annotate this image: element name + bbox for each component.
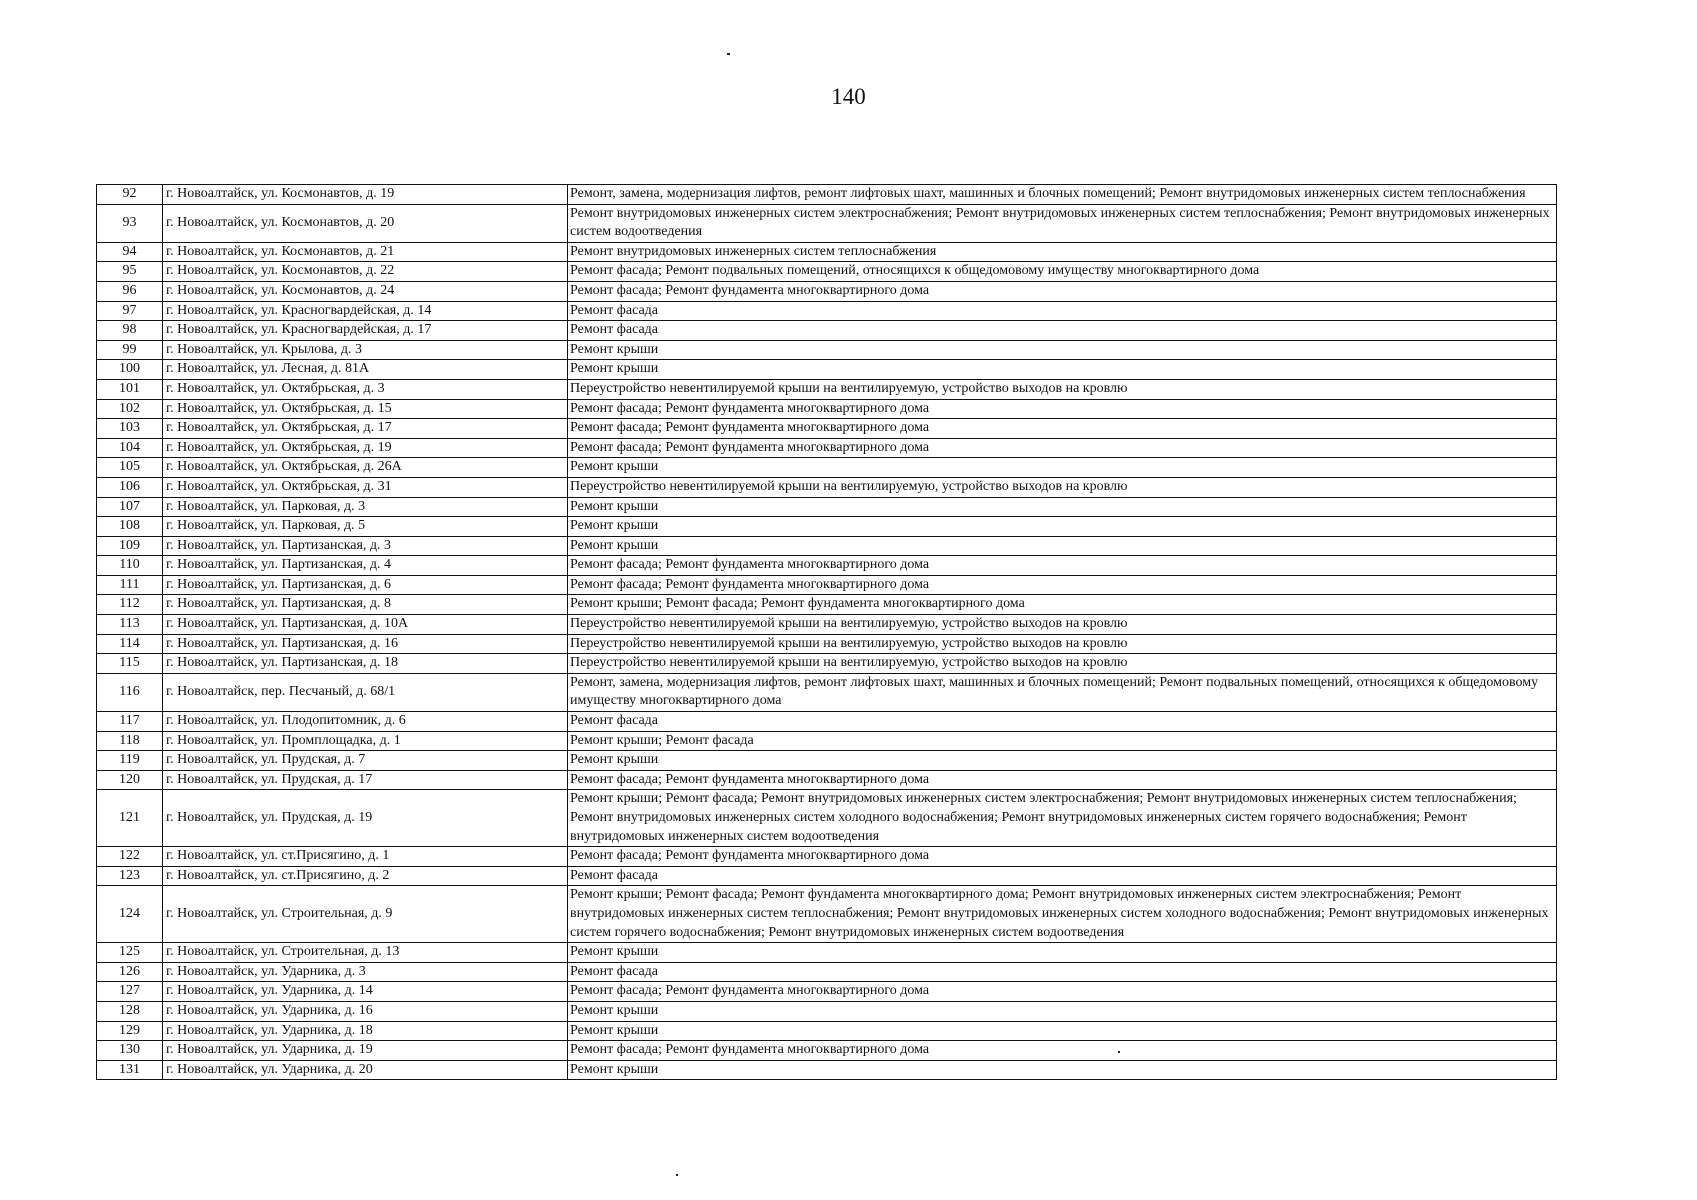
table-row — [97, 321, 1557, 341]
row-number-cell: 117 — [97, 712, 163, 732]
table-row — [97, 595, 1557, 615]
works-cell: Ремонт внутридомовых инженерных систем электроснабжения; Ремонт внутридомовых инженерных систем теплоснабжения; Ремонт внутридомовых инженерных систем водоотведения — [568, 204, 1557, 242]
table-row — [97, 556, 1557, 576]
scan-speck — [1118, 1051, 1120, 1053]
table-row — [97, 517, 1557, 537]
address-cell: г. Новоалтайск, ул. Партизанская, д. 3 — [163, 536, 568, 556]
address-cell: г. Новоалтайск, ул. Октябрьская, д. 26А — [163, 458, 568, 478]
works-cell: Ремонт крыши — [568, 360, 1557, 380]
row-number-cell: 95 — [97, 262, 163, 282]
address-cell: г. Новоалтайск, ул. Промплощадка, д. 1 — [163, 731, 568, 751]
table-row — [97, 790, 1557, 847]
repair-table — [96, 184, 1557, 1080]
works-cell: Ремонт фасада; Ремонт фундамента многоквартирного дома — [568, 556, 1557, 576]
works-cell: Ремонт крыши — [568, 497, 1557, 517]
repair-table-body — [97, 185, 1557, 1080]
table-row — [97, 615, 1557, 635]
row-number-cell: 93 — [97, 204, 163, 242]
row-number-cell: 113 — [97, 615, 163, 635]
table-row — [97, 458, 1557, 478]
table-row — [97, 982, 1557, 1002]
address-cell: г. Новоалтайск, ул. Прудская, д. 19 — [163, 790, 568, 847]
works-cell: Переустройство невентилируемой крыши на вентилируемую, устройство выходов на кровлю — [568, 615, 1557, 635]
row-number-cell: 119 — [97, 751, 163, 771]
address-cell: г. Новоалтайск, ул. Крылова, д. 3 — [163, 340, 568, 360]
table-row — [97, 262, 1557, 282]
row-number-cell: 94 — [97, 242, 163, 262]
address-cell: г. Новоалтайск, ул. Космонавтов, д. 24 — [163, 281, 568, 301]
address-cell: г. Новоалтайск, ул. Ударника, д. 18 — [163, 1021, 568, 1041]
works-cell: Ремонт крыши; Ремонт фасада; Ремонт фундамента многоквартирного дома; Ремонт внутридомовых инженерных систем электроснабжения; Ремонт внутридомовых инженерных систем теплоснабжения; Ремонт внутридомовых инженерных систем холодного водоснабжения; Ремонт внутридомовых инженерных систем горячего водоснабжения; Ремонт внутридомовых инженерных систем водоотведения — [568, 886, 1557, 943]
address-cell: г. Новоалтайск, ул. Октябрьская, д. 19 — [163, 438, 568, 458]
works-cell: Ремонт крыши — [568, 751, 1557, 771]
address-cell: г. Новоалтайск, ул. ст.Присягино, д. 2 — [163, 866, 568, 886]
works-cell: Ремонт фасада; Ремонт фундамента многоквартирного дома — [568, 982, 1557, 1002]
address-cell: г. Новоалтайск, ул. Космонавтов, д. 19 — [163, 185, 568, 205]
works-cell: Ремонт крыши — [568, 458, 1557, 478]
address-cell: г. Новоалтайск, ул. Космонавтов, д. 21 — [163, 242, 568, 262]
row-number-cell: 129 — [97, 1021, 163, 1041]
row-number-cell: 124 — [97, 886, 163, 943]
address-cell: г. Новоалтайск, ул. Ударника, д. 3 — [163, 962, 568, 982]
works-cell: Ремонт крыши; Ремонт фасада; Ремонт внутридомовых инженерных систем электроснабжения; Ремонт внутридомовых инженерных систем теплоснабжения; Ремонт внутридомовых инженерных систем холодного водоснабжения; Ремонт внутридомовых инженерных систем горячего водоснабжения; Ремонт внутридомовых инженерных систем водоотведения — [568, 790, 1557, 847]
works-cell: Ремонт крыши — [568, 340, 1557, 360]
row-number-cell: 118 — [97, 731, 163, 751]
row-number-cell: 105 — [97, 458, 163, 478]
row-number-cell: 107 — [97, 497, 163, 517]
table-row — [97, 301, 1557, 321]
address-cell: г. Новоалтайск, ул. Строительная, д. 9 — [163, 886, 568, 943]
works-cell: Ремонт фасада; Ремонт фундамента многоквартирного дома — [568, 419, 1557, 439]
row-number-cell: 98 — [97, 321, 163, 341]
address-cell: г. Новоалтайск, ул. Партизанская, д. 6 — [163, 575, 568, 595]
works-cell: Переустройство невентилируемой крыши на вентилируемую, устройство выходов на кровлю — [568, 477, 1557, 497]
table-row — [97, 536, 1557, 556]
row-number-cell: 111 — [97, 575, 163, 595]
row-number-cell: 101 — [97, 379, 163, 399]
works-cell: Ремонт внутридомовых инженерных систем теплоснабжения — [568, 242, 1557, 262]
address-cell: г. Новоалтайск, ул. Партизанская, д. 10А — [163, 615, 568, 635]
row-number-cell: 108 — [97, 517, 163, 537]
works-cell: Ремонт, замена, модернизация лифтов, ремонт лифтовых шахт, машинных и блочных помещений; Ремонт подвальных помещений, относящихся к общедомовому имуществу многоквартирного дома — [568, 673, 1557, 711]
works-cell: Ремонт фасада — [568, 301, 1557, 321]
table-row — [97, 673, 1557, 711]
table-row — [97, 943, 1557, 963]
table-row — [97, 242, 1557, 262]
address-cell: г. Новоалтайск, ул. Партизанская, д. 8 — [163, 595, 568, 615]
table-row — [97, 1001, 1557, 1021]
table-row — [97, 379, 1557, 399]
address-cell: г. Новоалтайск, ул. Красногвардейская, д. 17 — [163, 321, 568, 341]
row-number-cell: 123 — [97, 866, 163, 886]
row-number-cell: 115 — [97, 654, 163, 674]
works-cell: Ремонт фасада; Ремонт фундамента многоквартирного дома — [568, 399, 1557, 419]
table-row — [97, 847, 1557, 867]
address-cell: г. Новоалтайск, ул. Октябрьская, д. 3 — [163, 379, 568, 399]
address-cell: г. Новоалтайск, ул. Партизанская, д. 16 — [163, 634, 568, 654]
table-row — [97, 204, 1557, 242]
row-number-cell: 125 — [97, 943, 163, 963]
row-number-cell: 109 — [97, 536, 163, 556]
table-row — [97, 419, 1557, 439]
table-row — [97, 634, 1557, 654]
row-number-cell: 122 — [97, 847, 163, 867]
table-row — [97, 962, 1557, 982]
works-cell: Ремонт, замена, модернизация лифтов, ремонт лифтовых шахт, машинных и блочных помещений; Ремонт внутридомовых инженерных систем теплоснабжения — [568, 185, 1557, 205]
table-row — [97, 185, 1557, 205]
works-cell: Ремонт фасада; Ремонт подвальных помещений, относящихся к общедомовому имуществу многоквартирного дома — [568, 262, 1557, 282]
address-cell: г. Новоалтайск, ул. Строительная, д. 13 — [163, 943, 568, 963]
works-cell: Ремонт крыши — [568, 943, 1557, 963]
row-number-cell: 99 — [97, 340, 163, 360]
table-row — [97, 770, 1557, 790]
row-number-cell: 127 — [97, 982, 163, 1002]
table-row — [97, 575, 1557, 595]
table-row — [97, 360, 1557, 380]
works-cell: Ремонт крыши; Ремонт фасада — [568, 731, 1557, 751]
row-number-cell: 92 — [97, 185, 163, 205]
table-row — [97, 281, 1557, 301]
table-row — [97, 1060, 1557, 1080]
works-cell: Ремонт крыши — [568, 1060, 1557, 1080]
table-row — [97, 477, 1557, 497]
row-number-cell: 116 — [97, 673, 163, 711]
row-number-cell: 97 — [97, 301, 163, 321]
row-number-cell: 114 — [97, 634, 163, 654]
address-cell: г. Новоалтайск, пер. Песчаный, д. 68/1 — [163, 673, 568, 711]
address-cell: г. Новоалтайск, ул. Красногвардейская, д. 14 — [163, 301, 568, 321]
works-cell: Ремонт фасада; Ремонт фундамента многоквартирного дома — [568, 847, 1557, 867]
works-cell: Ремонт фасада; Ремонт фундамента многоквартирного дома — [568, 281, 1557, 301]
row-number-cell: 103 — [97, 419, 163, 439]
table-row — [97, 399, 1557, 419]
address-cell: г. Новоалтайск, ул. ст.Присягино, д. 1 — [163, 847, 568, 867]
row-number-cell: 120 — [97, 770, 163, 790]
address-cell: г. Новоалтайск, ул. Прудская, д. 7 — [163, 751, 568, 771]
works-cell: Ремонт фасада — [568, 321, 1557, 341]
row-number-cell: 96 — [97, 281, 163, 301]
table-row — [97, 497, 1557, 517]
row-number-cell: 106 — [97, 477, 163, 497]
address-cell: г. Новоалтайск, ул. Партизанская, д. 4 — [163, 556, 568, 576]
address-cell: г. Новоалтайск, ул. Плодопитомник, д. 6 — [163, 712, 568, 732]
table-row — [97, 731, 1557, 751]
works-cell: Переустройство невентилируемой крыши на вентилируемую, устройство выходов на кровлю — [568, 634, 1557, 654]
address-cell: г. Новоалтайск, ул. Октябрьская, д. 15 — [163, 399, 568, 419]
table-row — [97, 1021, 1557, 1041]
row-number-cell: 130 — [97, 1041, 163, 1061]
address-cell: г. Новоалтайск, ул. Парковая, д. 5 — [163, 517, 568, 537]
scan-speck — [676, 1174, 678, 1176]
works-cell: Ремонт крыши — [568, 1021, 1557, 1041]
address-cell: г. Новоалтайск, ул. Прудская, д. 17 — [163, 770, 568, 790]
works-cell: Ремонт фасада — [568, 866, 1557, 886]
works-cell: Ремонт фасада; Ремонт фундамента многоквартирного дома — [568, 438, 1557, 458]
address-cell: г. Новоалтайск, ул. Ударника, д. 16 — [163, 1001, 568, 1021]
works-cell: Ремонт фасада; Ремонт фундамента многоквартирного дома — [568, 770, 1557, 790]
table-row — [97, 654, 1557, 674]
table-row — [97, 438, 1557, 458]
address-cell: г. Новоалтайск, ул. Ударника, д. 19 — [163, 1041, 568, 1061]
address-cell: г. Новоалтайск, ул. Октябрьская, д. 17 — [163, 419, 568, 439]
address-cell: г. Новоалтайск, ул. Космонавтов, д. 20 — [163, 204, 568, 242]
table-row — [97, 712, 1557, 732]
scan-speck — [727, 53, 730, 55]
table-row — [97, 340, 1557, 360]
row-number-cell: 121 — [97, 790, 163, 847]
table-row — [97, 886, 1557, 943]
address-cell: г. Новоалтайск, ул. Лесная, д. 81А — [163, 360, 568, 380]
works-cell: Ремонт крыши — [568, 517, 1557, 537]
works-cell: Ремонт фасада — [568, 962, 1557, 982]
works-cell: Ремонт крыши; Ремонт фасада; Ремонт фундамента многоквартирного дома — [568, 595, 1557, 615]
page-number: 140 — [831, 84, 866, 109]
works-cell: Ремонт крыши — [568, 536, 1557, 556]
row-number-cell: 128 — [97, 1001, 163, 1021]
address-cell: г. Новоалтайск, ул. Парковая, д. 3 — [163, 497, 568, 517]
address-cell: г. Новоалтайск, ул. Космонавтов, д. 22 — [163, 262, 568, 282]
works-cell: Переустройство невентилируемой крыши на вентилируемую, устройство выходов на кровлю — [568, 654, 1557, 674]
row-number-cell: 126 — [97, 962, 163, 982]
row-number-cell: 100 — [97, 360, 163, 380]
row-number-cell: 112 — [97, 595, 163, 615]
table-row — [97, 866, 1557, 886]
address-cell: г. Новоалтайск, ул. Октябрьская, д. 31 — [163, 477, 568, 497]
works-cell: Ремонт фасада — [568, 712, 1557, 732]
address-cell: г. Новоалтайск, ул. Ударника, д. 20 — [163, 1060, 568, 1080]
table-row — [97, 751, 1557, 771]
row-number-cell: 102 — [97, 399, 163, 419]
row-number-cell: 104 — [97, 438, 163, 458]
row-number-cell: 110 — [97, 556, 163, 576]
address-cell: г. Новоалтайск, ул. Партизанская, д. 18 — [163, 654, 568, 674]
works-cell: Ремонт фасада; Ремонт фундамента многоквартирного дома — [568, 575, 1557, 595]
row-number-cell: 131 — [97, 1060, 163, 1080]
works-cell: Ремонт фасада; Ремонт фундамента многоквартирного дома — [568, 1041, 1557, 1061]
works-cell: Переустройство невентилируемой крыши на вентилируемую, устройство выходов на кровлю — [568, 379, 1557, 399]
works-cell: Ремонт крыши — [568, 1001, 1557, 1021]
address-cell: г. Новоалтайск, ул. Ударника, д. 14 — [163, 982, 568, 1002]
table-row — [97, 1041, 1557, 1061]
